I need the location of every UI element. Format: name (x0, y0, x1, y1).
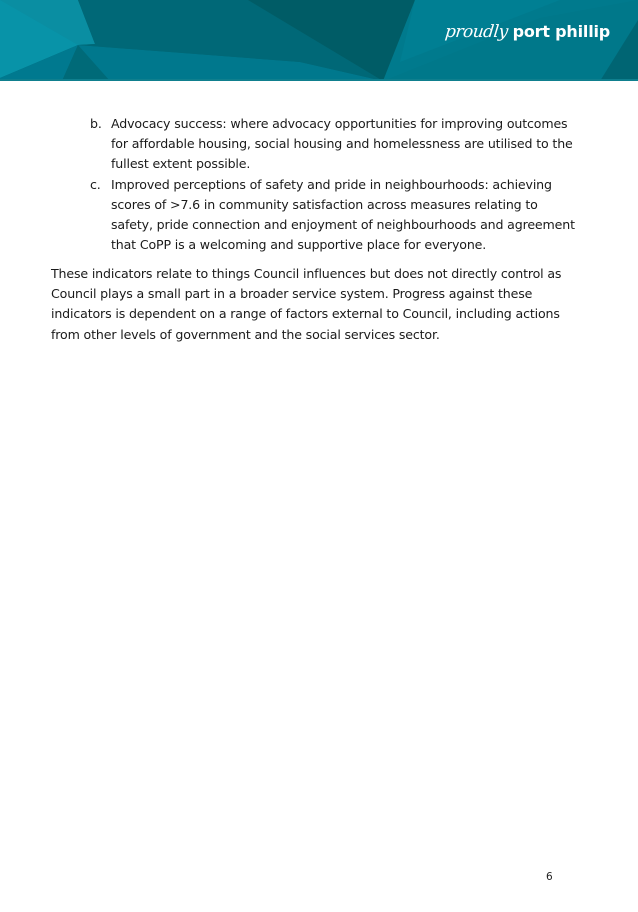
list-marker: b. (90, 116, 102, 131)
list-item-text: Improved perceptions of safety and pride in neighbourhoods: achieving scores of >7.6 in community satisfaction across measures relating to safety, pride connection and enjoyment of neighbourhoods and agreement that CoPP is a welcoming and supportive place for everyone. (111, 176, 575, 253)
body-paragraph: These indicators relate to things Council influences but does not directly control as Council plays a small part in a broader service system. Progress against these indicators is dependent on a range of factors external to Council, including actions from other levels of government and the social services sector. (51, 266, 562, 342)
page-header-banner (0, 0, 638, 81)
logo-script-text: proudly (443, 22, 509, 42)
list-item (90, 114, 580, 175)
header-bottom-rule (0, 79, 638, 81)
indicator-list (90, 114, 580, 255)
page-number: 6 (546, 871, 553, 883)
proudly-port-phillip-logo (445, 22, 610, 48)
list-item (90, 175, 580, 256)
list-item-text: Advocacy success: where advocacy opportunities for improving outcomes for affordable housing, social housing and homelessness are utilised to the fullest extent possible. (111, 116, 573, 172)
list-marker: c. (90, 176, 101, 192)
logo-wordmark: port phillip (512, 22, 611, 41)
